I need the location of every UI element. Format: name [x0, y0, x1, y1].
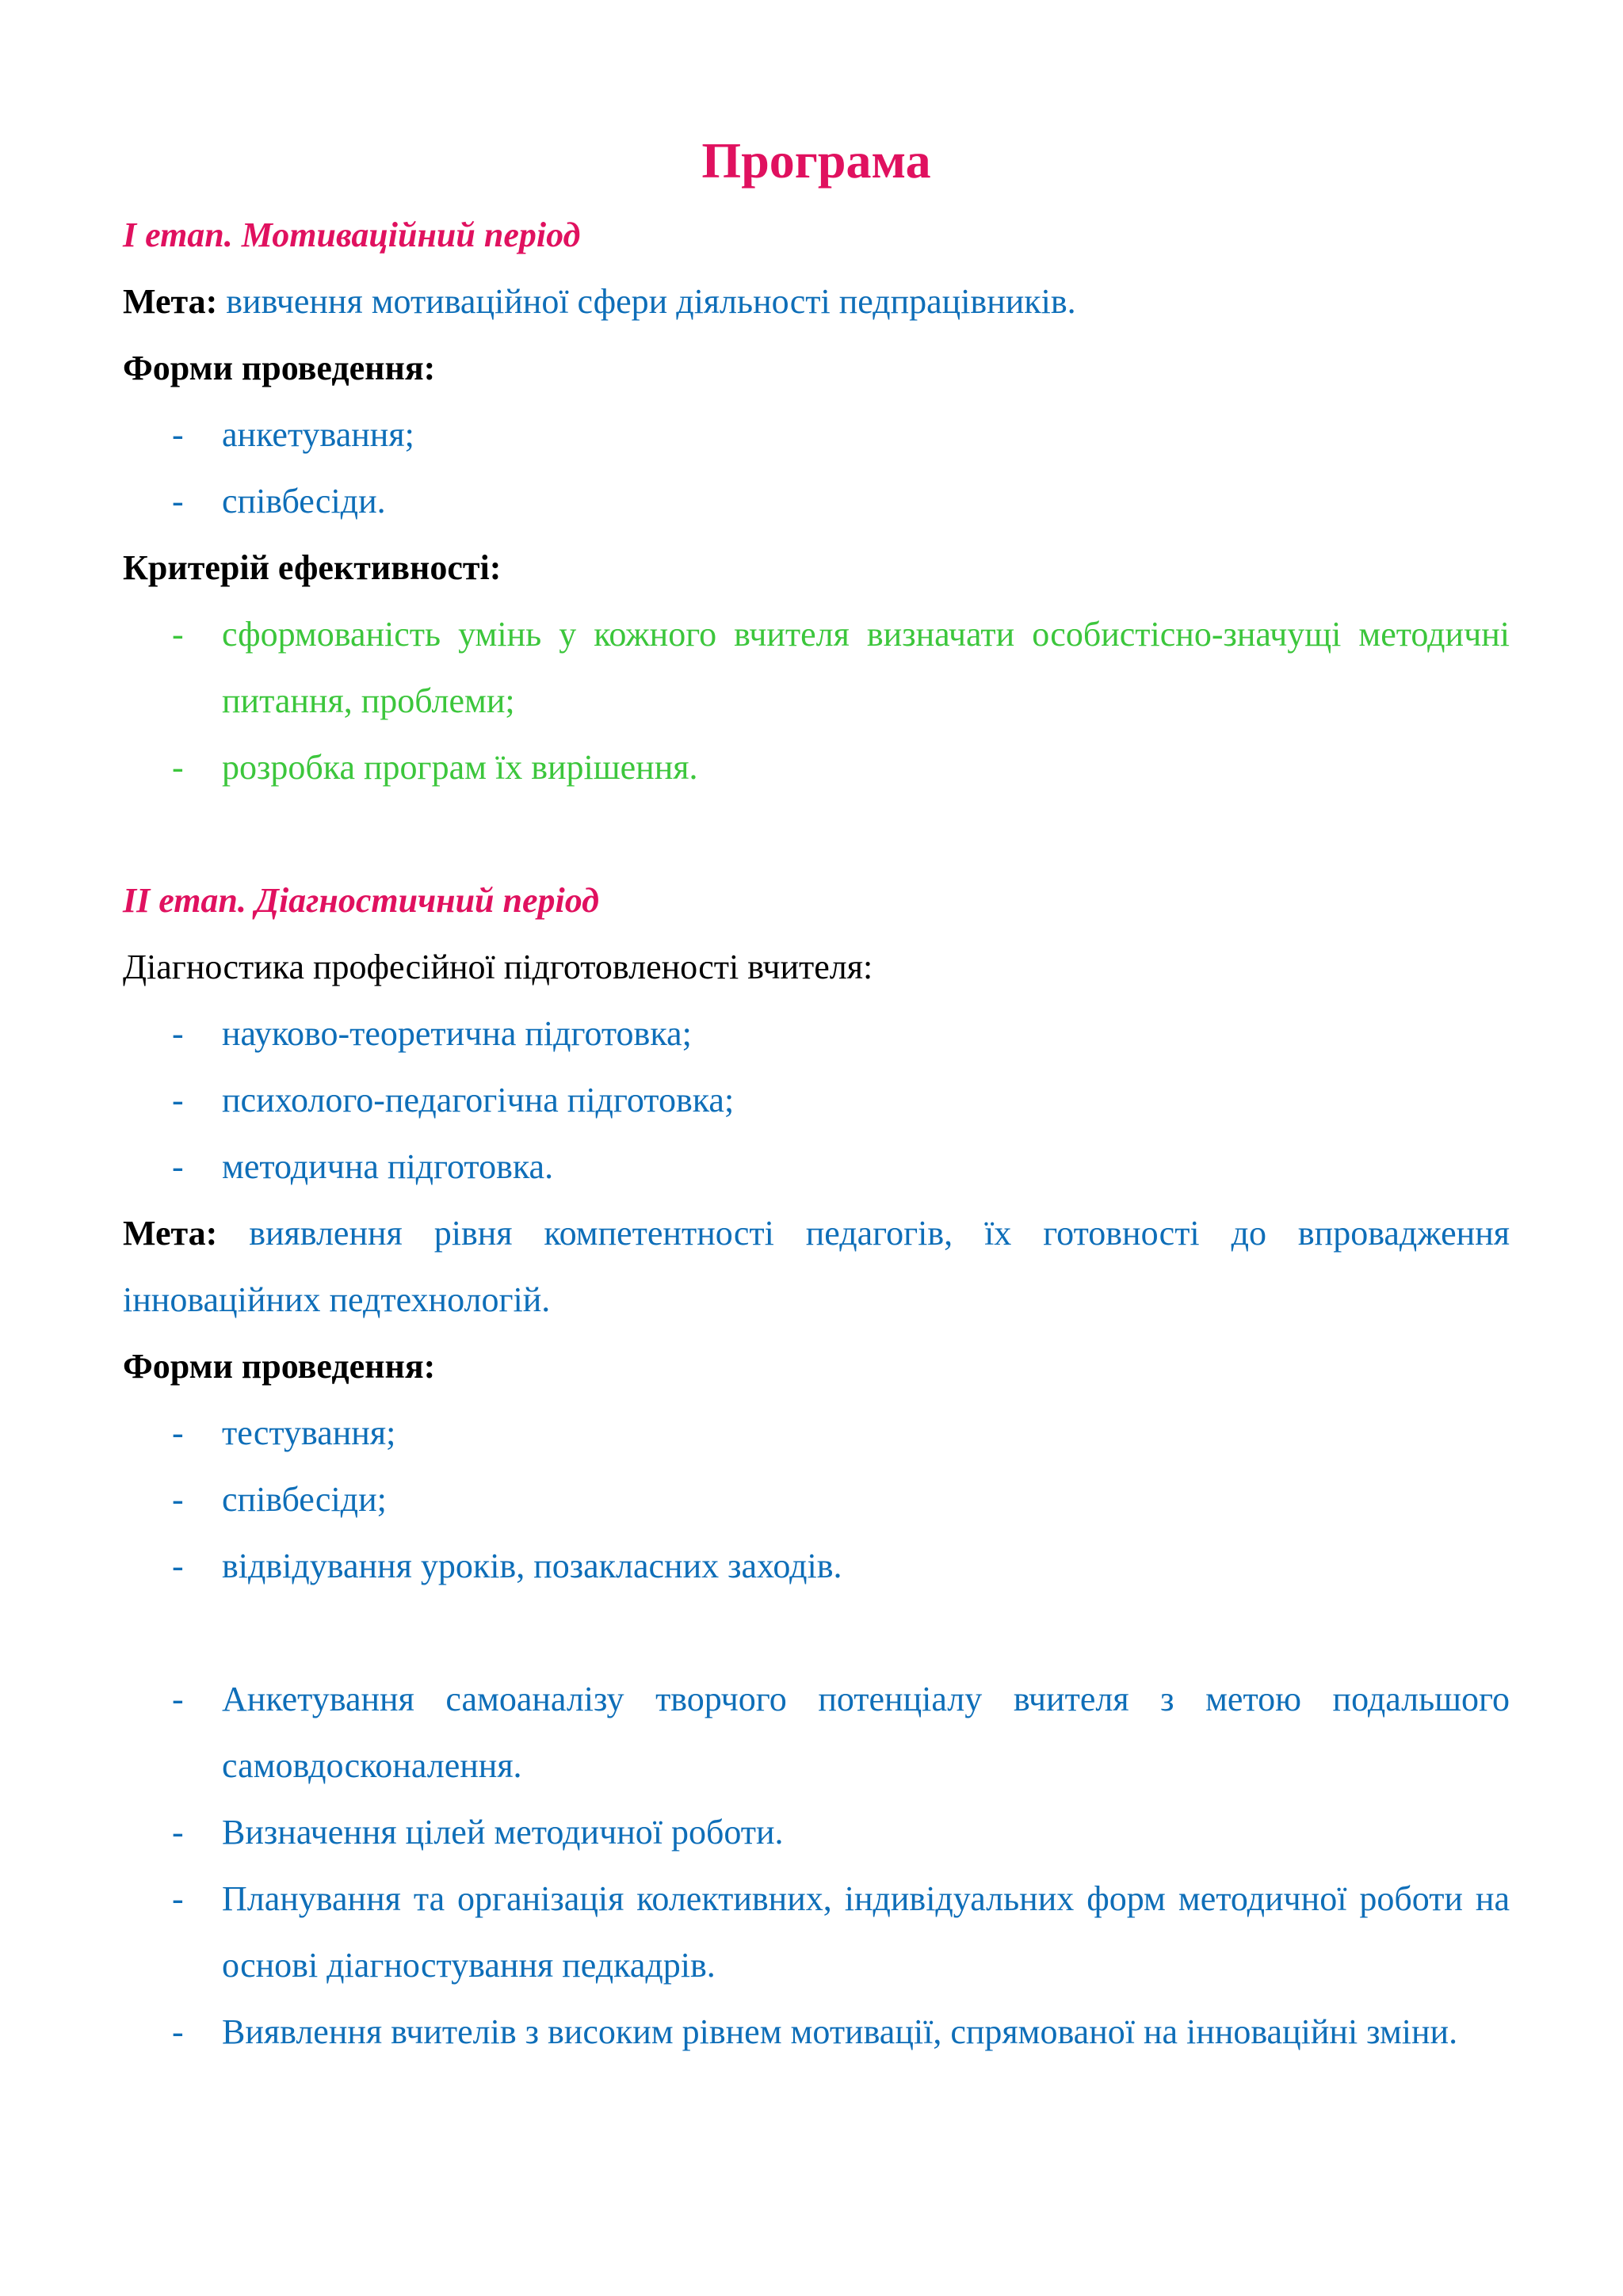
stage-1-goal	[123, 269, 1510, 335]
stage-1-forms-list	[123, 402, 1510, 535]
list-item-text: Анкетування самоаналізу творчого потенціалу вчителя з метою подальшого самовдосконалення.	[222, 1680, 1510, 1785]
list-item	[123, 1999, 1510, 2065]
dash-marker: -	[172, 1813, 184, 1852]
dash-marker: -	[172, 1547, 184, 1585]
list-item-text: Визначення цілей методичної роботи.	[222, 1813, 784, 1852]
list-item-text: тестування;	[222, 1413, 396, 1452]
goal-text: вивчення мотиваційної сфери діяльності педпрацівників.	[226, 282, 1076, 321]
dash-marker: -	[172, 1413, 184, 1452]
list-item-text: співбесіди.	[222, 482, 386, 521]
list-item-text: анкетування;	[222, 415, 414, 454]
list-item	[123, 734, 1510, 801]
goal-label: Мета:	[123, 1214, 218, 1253]
list-item	[123, 1400, 1510, 1466]
spacer	[123, 1600, 1510, 1666]
dash-marker: -	[172, 482, 184, 521]
list-item	[123, 1001, 1510, 1067]
stage-2-goal	[123, 1200, 1510, 1333]
list-item-text: психолого-педагогічна підготовка;	[222, 1081, 735, 1119]
dash-marker: -	[172, 1680, 184, 1718]
goal-label: Мета:	[123, 282, 218, 321]
stage-2-actions-list	[123, 1666, 1510, 2065]
list-item	[123, 1533, 1510, 1600]
stage-1-criteria-list	[123, 601, 1510, 801]
list-item	[123, 1466, 1510, 1533]
dash-marker: -	[172, 415, 184, 454]
list-item	[123, 1134, 1510, 1200]
spacer	[123, 801, 1510, 868]
dash-marker: -	[172, 1014, 184, 1053]
list-item-text: Планування та організація колективних, індивідуальних форм методичної роботи на основі діагностування педкадрів.	[222, 1879, 1510, 1985]
stage-1-forms-label: Форми проведення:	[123, 349, 436, 387]
dash-marker: -	[172, 2012, 184, 2051]
dash-marker: -	[172, 1081, 184, 1119]
dash-marker: -	[172, 1480, 184, 1519]
list-item	[123, 1799, 1510, 1866]
list-item	[123, 601, 1510, 734]
stage-1-heading: І етап. Мотиваційний період	[123, 215, 581, 254]
stage-2-forms-list	[123, 1400, 1510, 1600]
stage-2-heading: ІІ етап. Діагностичний період	[123, 881, 600, 920]
list-item	[123, 402, 1510, 468]
stage-2-forms-label: Форми проведення:	[123, 1347, 436, 1386]
stage-1-criteria-label: Критерій ефективності:	[123, 548, 502, 587]
dash-marker: -	[172, 615, 184, 654]
list-item	[123, 1666, 1510, 1799]
goal-text: виявлення рівня компетентності педагогів, їх готовності до впровадження інноваційних педтехнологій.	[123, 1214, 1510, 1319]
stage-2-diagnostics-intro: Діагностика професійної підготовленості вчителя:	[123, 948, 873, 986]
list-item	[123, 468, 1510, 535]
list-item-text: сформованість умінь у кожного вчителя визначати особистісно-значущі методичні питання, проблеми;	[222, 615, 1510, 720]
dash-marker: -	[172, 1879, 184, 1918]
list-item-text: розробка програм їх вирішення.	[222, 748, 698, 787]
list-item-text: методична підготовка.	[222, 1147, 554, 1186]
list-item-text: Виявлення вчителів з високим рівнем мотивації, спрямованої на інноваційні зміни.	[222, 2012, 1458, 2051]
list-item-text: співбесіди;	[222, 1480, 387, 1519]
dash-marker: -	[172, 748, 184, 787]
list-item-text: відвідування уроків, позакласних заходів.	[222, 1547, 842, 1585]
list-item-text: науково-теоретична підготовка;	[222, 1014, 692, 1053]
dash-marker: -	[172, 1147, 184, 1186]
page-title: Програма	[701, 132, 931, 189]
list-item	[123, 1067, 1510, 1134]
stage-2-diagnostics-list	[123, 1001, 1510, 1200]
list-item	[123, 1866, 1510, 1999]
